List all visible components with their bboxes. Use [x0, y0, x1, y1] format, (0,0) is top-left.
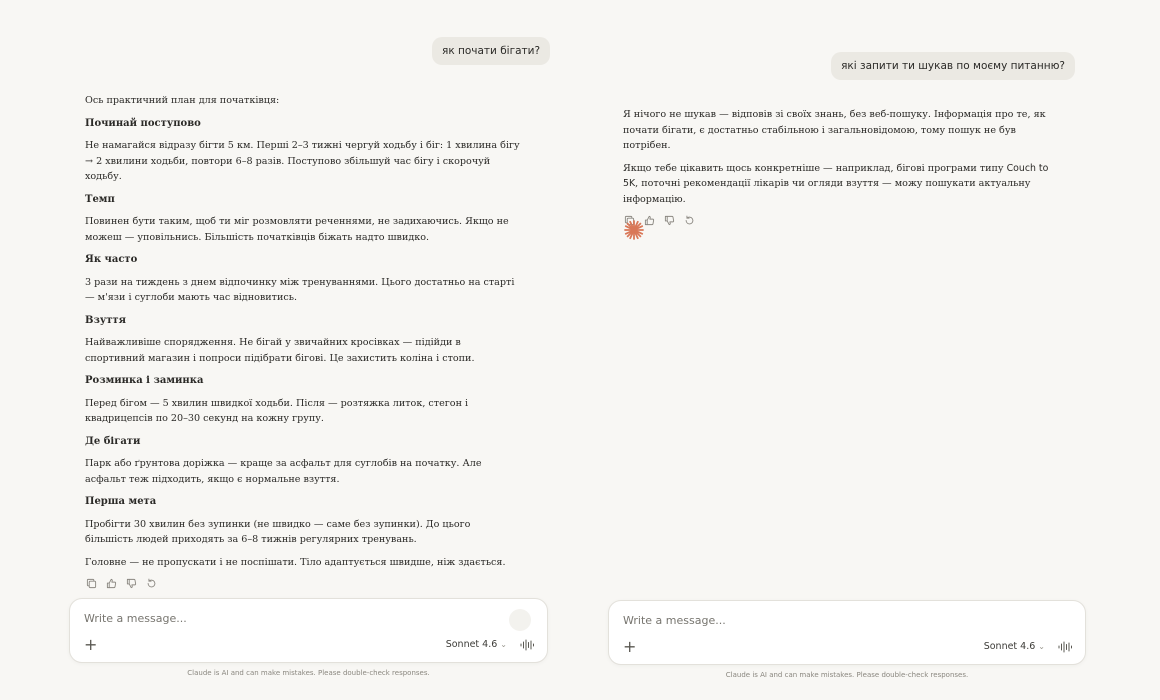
user-message: як почати бігати?: [432, 37, 550, 65]
assistant-response: [623, 107, 1053, 227]
chevron-down-icon: ⌄: [1038, 642, 1045, 651]
thumbs-down-icon[interactable]: [663, 214, 676, 227]
response-intro: Ось практичний план для початківця:: [85, 95, 280, 106]
voice-icon[interactable]: [1057, 639, 1073, 653]
section-text: Парк або ґрунтова доріжка — краще за асфальт для суглобів на початку. Але асфальт теж підходить, якщо є нормальне взуття.: [85, 458, 482, 485]
thumbs-up-icon[interactable]: [105, 577, 118, 590]
model-name: Sonnet 4.6: [983, 641, 1036, 652]
section-heading: Темп: [85, 193, 115, 205]
section-text: Найважливіше спорядження. Не бігай у звичайних кросівках — підійди в спортивний магазин і попроси підібрати бігові. Це захистить коліна і стопи.: [85, 337, 475, 364]
message-composer[interactable]: [608, 600, 1086, 665]
section-heading: Починай поступово: [85, 117, 201, 129]
add-attachment-button[interactable]: +: [623, 637, 637, 656]
section-text: Повинен бути таким, щоб ти міг розмовляти реченнями, не задихаючись. Якщо не можеш — уповільнись. Більшість початківців біжать надто швидко.: [85, 216, 509, 243]
section-heading: Як часто: [85, 254, 138, 265]
message-actions: [623, 214, 1053, 227]
response-paragraph: [623, 161, 1053, 208]
right-chat-pane: [580, 0, 1160, 700]
message-input[interactable]: Write a message...: [623, 614, 726, 627]
message-actions: [85, 577, 521, 590]
response-paragraph: Я нічого не шукав — відповів зі своїх знань, без веб-пошуку. Інформація про те, як почати бігати, є достатньо стабільною і загальновідомою, тому пошук не був потрібен.: [623, 109, 1046, 151]
thumbs-down-icon[interactable]: [125, 577, 138, 590]
response-text: Якщо тебе цікавить щось конкретніше — наприклад, бігові програми типу: [623, 162, 1007, 174]
response-text: , поточні рекомендації лікарів чи огляди взуття — можу пошукати актуальну інформацію.: [623, 178, 1031, 205]
model-selector[interactable]: [984, 641, 1045, 652]
response-closing: Головне — не пропускати і не поспішати. Тіло адаптується швидше, ніж здається.: [85, 556, 506, 568]
disclaimer: Claude is AI and can make mistakes. Please double-check responses.: [725, 671, 969, 679]
model-selector[interactable]: [446, 639, 507, 650]
message-input[interactable]: Write a message...: [84, 612, 187, 625]
claude-spark-icon: [623, 219, 645, 241]
voice-icon[interactable]: [519, 637, 535, 651]
section-text: 3 рази на тиждень з днем відпочинку між тренуваннями. Цього достатньо на старті — м'язи і суглоби мають час відновитись.: [85, 276, 515, 303]
section-heading: Де бігати: [85, 435, 141, 447]
section-text: Пробігти 30 хвилин без зупинки (не швидко — саме без зупинки). До цього більшість людей приходять за 6–8 тижнів регулярних тренувань.: [85, 518, 471, 545]
section-heading: Розминка і заминка: [85, 375, 204, 386]
send-button[interactable]: [509, 609, 531, 631]
model-name: Sonnet 4.6: [445, 639, 498, 650]
copy-icon[interactable]: [85, 577, 98, 590]
message-composer[interactable]: [69, 598, 548, 663]
retry-icon[interactable]: [683, 214, 696, 227]
add-attachment-button[interactable]: +: [84, 635, 98, 654]
section-text: Перед бігом — 5 хвилин швидкої ходьби. Після — розтяжка литок, стегон і квадрицепсів по 20–30 секунд на кожну групу.: [85, 397, 469, 424]
chevron-down-icon: ⌄: [500, 640, 507, 649]
disclaimer: Claude is AI and can make mistakes. Please double-check responses.: [187, 669, 430, 677]
retry-icon[interactable]: [145, 577, 158, 590]
user-message: які запити ти шукав по моєму питанню?: [831, 52, 1075, 80]
section-text: Не намагайся відразу бігти 5 км. Перші 2–3 тижні чергуй ходьбу і біг: 1 хвилина бігу → 2 хвилини ходьби, повтори 6–8 разів. Поступово збільшуй час бігу і скорочуй ходьбу.: [85, 140, 520, 182]
section-heading: Перша мета: [85, 496, 157, 507]
section-heading: Взуття: [85, 314, 127, 326]
assistant-response: [85, 93, 521, 590]
program-name: Couch to 5K: [623, 162, 1049, 189]
